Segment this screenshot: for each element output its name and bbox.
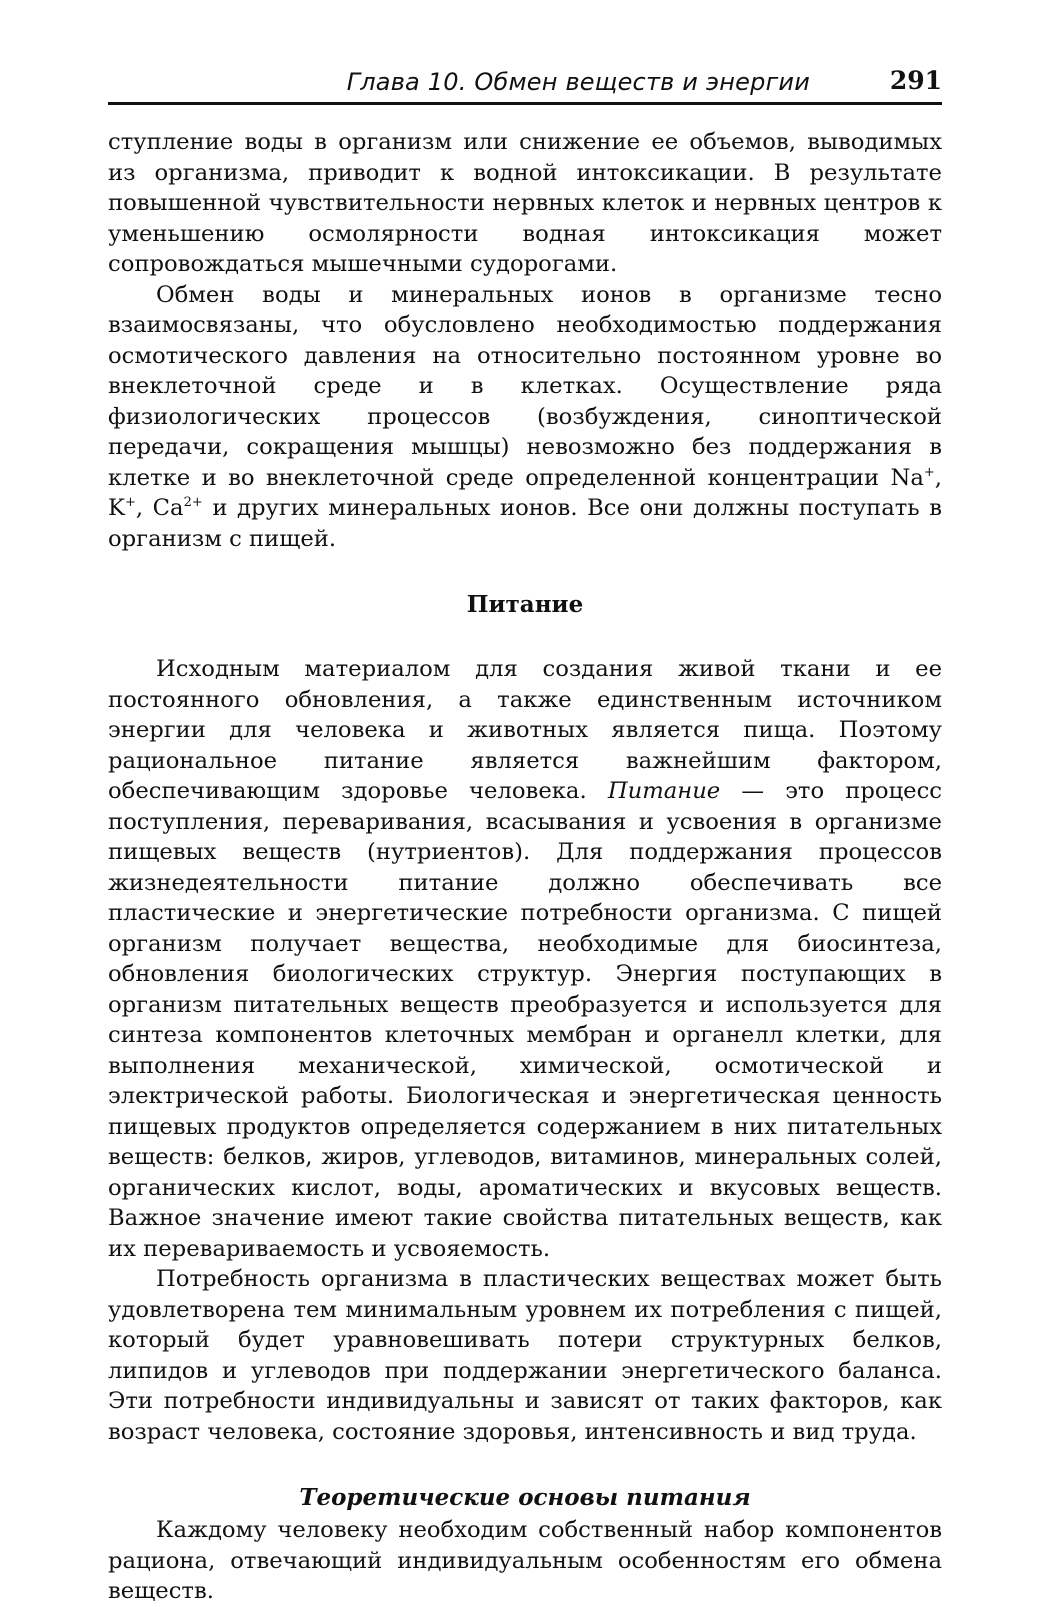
book-page [108, 62, 942, 1607]
paragraph-individual-ration: Каждому человеку необходим собственный набор компонентов рациона, отвечающий индивидуальным особенностям его обмена веществ. [108, 1517, 942, 1604]
paragraph-water-intoxication: ступление воды в организм или снижение ее объемов, выводимых из организма, приводит к водной интоксикации. В результате повышенной чувствительности нервных клеток и нервных центров к уменьшению осмолярности водная интоксикация может сопровождаться мышечными судорогами. [108, 129, 942, 277]
paragraph-water-mineral-exchange [108, 280, 942, 555]
superscript-charge: + [124, 495, 136, 510]
superscript-charge: + [923, 464, 935, 480]
subsection-title: Теоретические основы питания [299, 1484, 751, 1511]
chapter-title: Глава 10. Обмен веществ и энергии [346, 68, 810, 96]
paragraph-text: Исходным материалом для создания живой ткани и ее постоянного обновления, а также единственным источником энергии для человека и животных является пища. Поэтому рациональное питание является важнейшим фактором, обеспечивающим здоровье человека. [108, 656, 942, 804]
section-title: Питание [466, 591, 584, 618]
paragraph-nutrition-definition [108, 654, 942, 1264]
paragraph-text: и других минеральных ионов. Все они должны поступать в организм с пищей. [108, 495, 943, 552]
paragraph-plastic-needs: Потребность организма в пластических веществах может быть удовлетворена тем минимальным уровнем их потребления с пищей, который будет уравновешивать потери структурных белков, липидов и углеводов при поддержании энергетического баланса. Эти потребности индивидуальны и зависят от таких факторов, как возраст человека, состояние здоровья, интенсивность и вид труда. [108, 1266, 942, 1445]
running-header [108, 62, 942, 105]
body-text [108, 127, 942, 1607]
italic-term: Питание [607, 778, 721, 804]
page-number: 291 [889, 66, 942, 95]
superscript-charge: 2+ [183, 495, 203, 510]
paragraph-text: , K [108, 464, 942, 521]
paragraph-text: , Ca [135, 495, 184, 521]
paragraph-text: Обмен воды и минеральных ионов в организме тесно взаимосвязаны, что обусловлено необходимостью поддержания осмотического давления на относительно постоянном уровне во внеклеточной среде и в клетках. Осуществление ряда физиологических процессов (возбуждения, синоптической передачи, сокращения мышцы) невозможно без поддержания в клетке и во внеклеточной среде определенной концентрации Na [108, 281, 942, 491]
paragraph-text: — это процесс поступления, переваривания, всасывания и усвоения в организме пищевых веществ (нутриентов). Для поддержания процессов жизнедеятельности питание должно обеспечивать все пластические и энергетические потребности организма. С пищей организм получает вещества, необходимые для биосинтеза, обновления биологических структур. Энергия поступающих в организм питательных веществ преобразуется и используется для синтеза компонентов клеточных мембран и органелл клетки, для выполнения механической, химической, осмотической и электрической работы. Биологическая и энергетическая ценность пищевых продуктов определяется содержанием в них питательных веществ: белков, жиров, углеводов, витаминов, минеральных солей, органических кислот, воды, ароматических и вкусовых веществ. Важное значение имеют такие свойства питательных веществ, как их перевариваемость и усвояемость. [108, 778, 942, 1262]
